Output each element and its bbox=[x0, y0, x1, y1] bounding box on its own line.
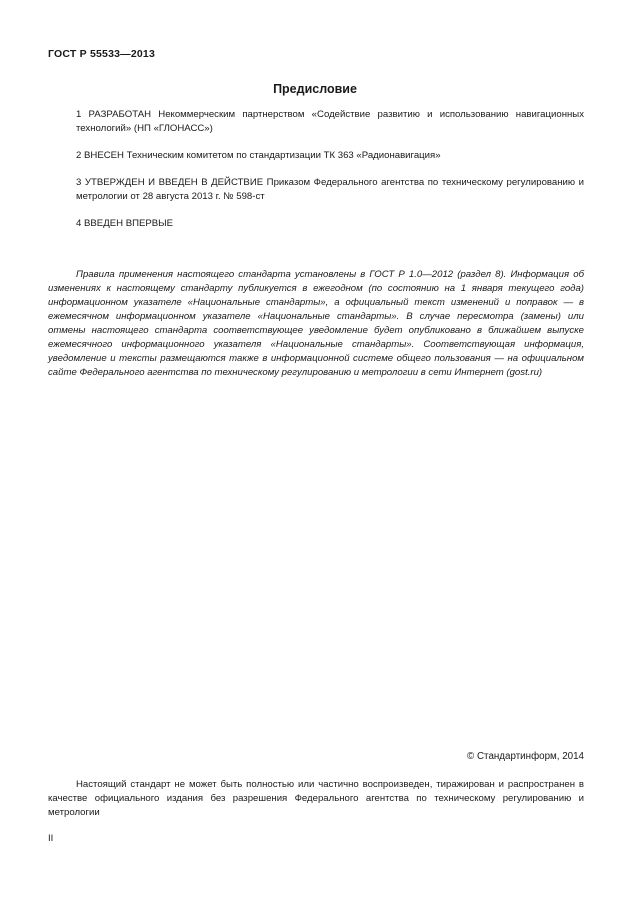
foreword-item-developed: 1 РАЗРАБОТАН Некоммерческим партнерством «Содействие развитию и использованию навигационных технологий» (НП «ГЛОНАСС») bbox=[76, 109, 584, 134]
rules-notice: Правила применения настоящего стандарта установлены в ГОСТ Р 1.0—2012 (раздел 8). Информация об изменениях к настоящему стандарту публикуется в ежегодном (по состоянию на 1 января текущего года) информационном указателе «Национальные стандарты», а официальный текст изменений и поправок — в ежемесячном информационном указателе «Национальные стандарты». В случае пересмотра (замены) или отмены настоящего стандарта соответствующее уведомление будет опубликовано в ближайшем выпуске ежемесячного информационного указателя «Национальные стандарты». Соответствующая информация, уведомление и тексты размещаются также в информационной системе общего пользования — на официальном сайте Федерального агентства по техническому регулированию и метрологии в сети Интернет (gost.ru) bbox=[48, 269, 584, 378]
document-code: ГОСТ Р 55533—2013 bbox=[48, 48, 156, 60]
foreword-item-approved: 3 УТВЕРЖДЕН И ВВЕДЕН В ДЕЙСТВИЕ Приказом Федерального агентства по техническому регулированию и метрологии от 28 августа 2013 г. № 598-ст bbox=[76, 177, 584, 202]
reproduction-note: Настоящий стандарт не может быть полностью или частично воспроизведен, тиражирован и распространен в качестве официального издания без разрешения Федерального агентства по техническому регулированию и метрологии bbox=[48, 779, 584, 818]
page-title: Предисловие bbox=[273, 82, 357, 96]
copyright-notice: © Стандартинформ, 2014 bbox=[467, 751, 584, 762]
foreword-item-introduced: 2 ВНЕСЕН Техническим комитетом по стандартизации ТК 363 «Радионавигация» bbox=[76, 150, 441, 161]
foreword-item-first-time: 4 ВВЕДЕН ВПЕРВЫЕ bbox=[76, 218, 174, 229]
page-number: II bbox=[48, 833, 54, 844]
